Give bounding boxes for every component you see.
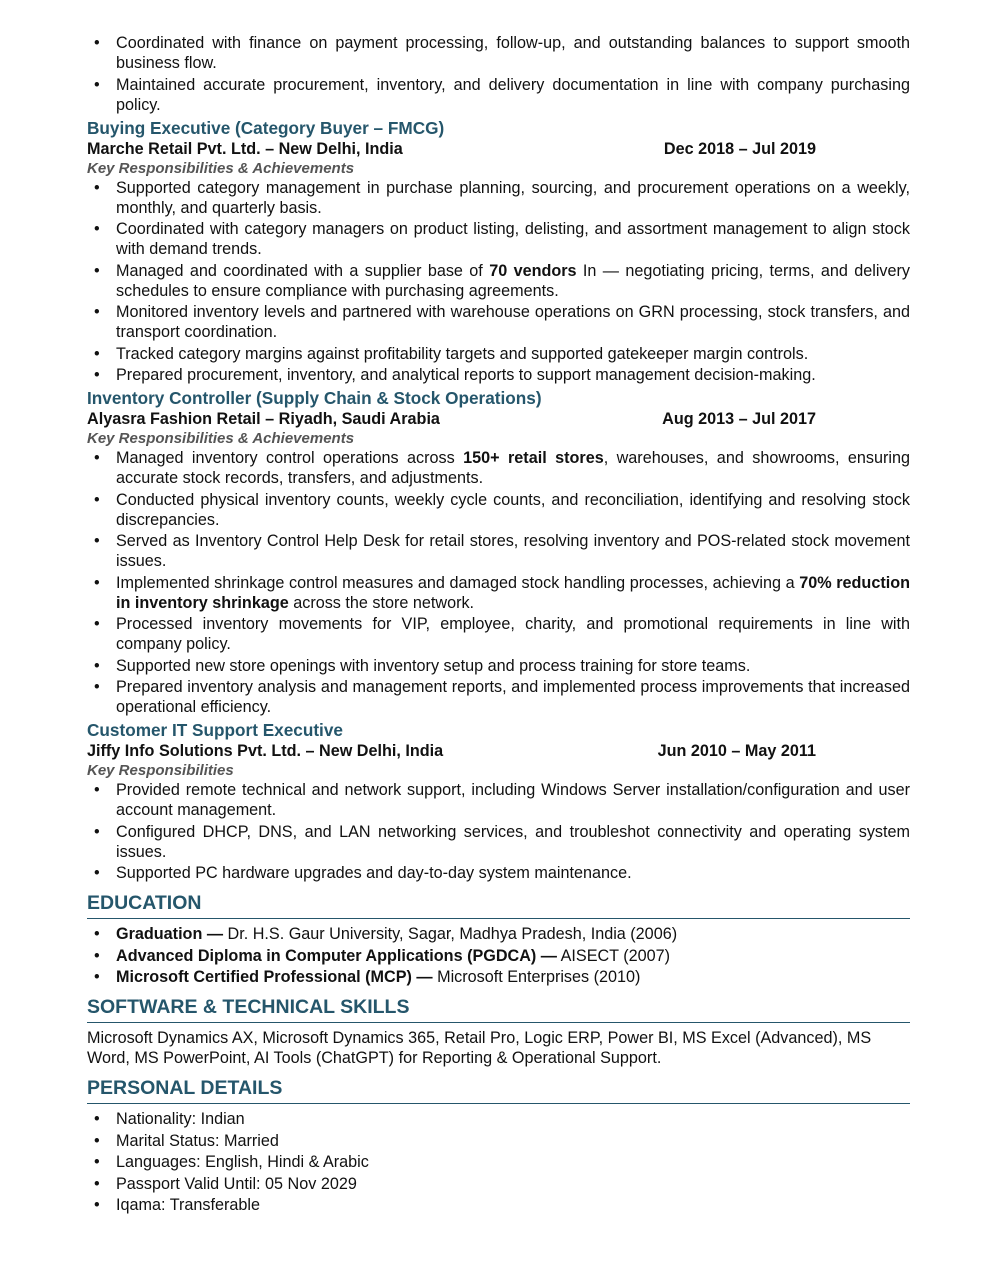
list-item: • Configured DHCP, DNS, and LAN networking services, and troubleshot connectivity and operating system issues. (87, 822, 910, 862)
job-subheading: Key Responsibilities (87, 762, 234, 779)
education-degree: Advanced Diploma in Computer Applications (PGDCA) — (116, 946, 557, 965)
list-item: • Prepared procurement, inventory, and analytical reports to support management decision-making. (87, 365, 910, 385)
list-item: • Nationality: Indian (87, 1109, 910, 1129)
bullet-text: across the store network. (288, 593, 475, 612)
list-item: • Conducted physical inventory counts, weekly cycle counts, and reconciliation, identifying and resolving stock discrepancies. (87, 490, 910, 530)
job-title: Customer IT Support Executive (87, 720, 343, 740)
list-item: • Served as Inventory Control Help Desk for retail stores, resolving inventory and POS-related stock movement issues. (87, 531, 910, 571)
section-heading-personal: PERSONAL DETAILS (87, 1076, 910, 1104)
bullet-text: Managed inventory control operations across (116, 449, 464, 467)
job-subheading: Key Responsibilities & Achievements (87, 430, 355, 447)
job-title: Inventory Controller (Supply Chain & Stock Operations) (87, 388, 542, 408)
education-detail: Microsoft Enterprises (2010) (432, 968, 641, 986)
bullet-highlight: 70 vendors (489, 261, 577, 280)
bullet-text: In — negotiating pricing, terms, and delivery schedules to ensure compliance with purchasing agreements. (116, 261, 910, 300)
list-item: • Coordinated with category managers on product listing, delisting, and assortment management to align stock with demand trends. (87, 219, 910, 259)
job-company: Marche Retail Pvt. Ltd. – New Delhi, India (87, 139, 403, 158)
job-meta (87, 139, 910, 159)
list-item: • Supported new store openings with inventory setup and process training for store teams. (87, 656, 910, 676)
bullet-text: Implemented shrinkage control measures and damaged stock handling processes, achieving a (116, 573, 800, 592)
list-item: • Supported category management in purchase planning, sourcing, and procurement operations on a weekly, monthly, and quarterly basis. (87, 178, 910, 218)
list-item: • Languages: English, Hindi & Arabic (87, 1152, 910, 1172)
personal-list (87, 1109, 910, 1215)
list-item (87, 448, 910, 488)
list-item (87, 573, 910, 613)
list-item: • Marital Status: Married (87, 1131, 910, 1151)
education-detail: Dr. H.S. Gaur University, Sagar, Madhya Pradesh, India (2006) (223, 925, 678, 943)
job-title: Buying Executive (Category Buyer – FMCG) (87, 117, 445, 138)
job-bullet-list (87, 178, 910, 386)
job-dates: Aug 2013 – Jul 2017 (662, 410, 816, 428)
list-item: • Maintained accurate procurement, inventory, and delivery documentation in line with company purchasing policy. (87, 75, 910, 115)
job-dates: Jun 2010 – May 2011 (657, 742, 816, 760)
job-company: Alyasra Fashion Retail – Riyadh, Saudi Arabia (87, 410, 440, 428)
list-item: • Supported PC hardware upgrades and day-to-day system maintenance. (87, 863, 910, 883)
job-entry (87, 720, 910, 883)
list-item: • Processed inventory movements for VIP, employee, charity, and promotional requirements in line with company policy. (87, 614, 910, 654)
top-bullet-list (87, 33, 910, 115)
job-entry (87, 118, 910, 386)
list-item: • Prepared inventory analysis and management reports, and implemented process improvements that increased operational efficiency. (87, 677, 910, 717)
job-meta (87, 741, 910, 761)
bullet-highlight: 150+ retail stores (463, 449, 604, 467)
list-item (87, 261, 910, 301)
section-heading-skills: SOFTWARE & TECHNICAL SKILLS (87, 995, 910, 1023)
list-item (87, 946, 910, 966)
list-item: • Passport Valid Until: 05 Nov 2029 (87, 1174, 910, 1194)
job-company: Jiffy Info Solutions Pvt. Ltd. – New Delhi, India (87, 742, 444, 760)
education-degree: Microsoft Certified Professional (MCP) — (116, 968, 433, 986)
list-item: • Iqama: Transferable (87, 1195, 910, 1215)
list-item: • Monitored inventory levels and partnered with warehouse operations on GRN processing, stock transfers, and transport coordination. (87, 302, 910, 342)
list-item: • Coordinated with finance on payment processing, follow-up, and outstanding balances to support smooth business flow. (87, 33, 910, 73)
job-dates: Dec 2018 – Jul 2019 (663, 139, 816, 158)
list-item (87, 967, 910, 987)
list-item: • Provided remote technical and network support, including Windows Server installation/configuration and user account management. (87, 780, 910, 820)
bullet-text: Managed and coordinated with a supplier base of (116, 261, 490, 280)
bullet-text: , warehouses, and showrooms, ensuring accurate stock records, transfers, and adjustments. (116, 449, 911, 487)
resume-page (87, 33, 910, 1217)
education-list (87, 924, 910, 987)
job-bullet-list (87, 780, 910, 883)
list-item (87, 924, 910, 944)
job-bullet-list (87, 448, 910, 717)
list-item: • Tracked category margins against profitability targets and supported gatekeeper margin controls. (87, 344, 910, 364)
education-degree: Graduation — (116, 925, 224, 943)
bullet-highlight: 70% reduction in inventory shrinkage (116, 573, 910, 612)
job-meta (87, 409, 910, 429)
job-subheading: Key Responsibilities & Achievements (87, 159, 355, 177)
education-detail: AISECT (2007) (557, 946, 671, 965)
job-entry (87, 388, 910, 717)
section-heading-education: EDUCATION (87, 891, 910, 919)
skills-text: Microsoft Dynamics AX, Microsoft Dynamics 365, Retail Pro, Logic ERP, Power BI, MS Excel (Advanced), MS Word, MS PowerPoint, AI Tools (ChatGPT) for Reporting & Operational Support. (87, 1029, 872, 1067)
